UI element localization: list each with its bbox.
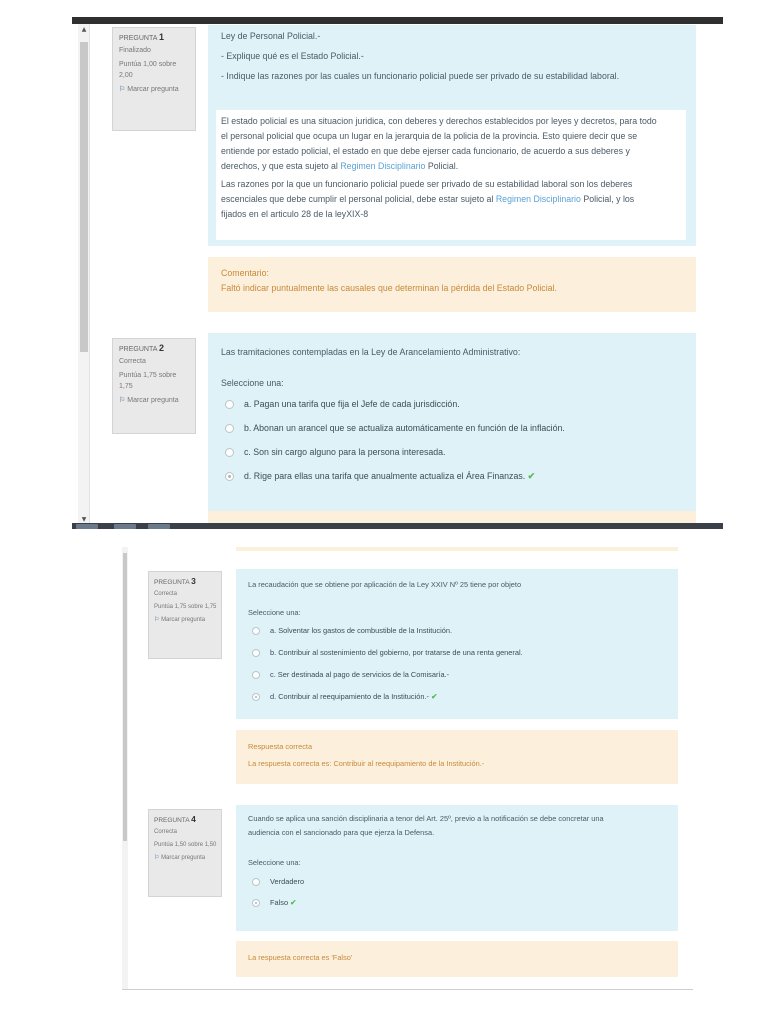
check-icon: ✔ bbox=[431, 692, 438, 701]
radio-icon[interactable] bbox=[252, 878, 260, 886]
question-label: PREGUNTA 3 bbox=[154, 576, 196, 586]
taskbar-button[interactable] bbox=[114, 524, 136, 529]
question-state: Correcta bbox=[119, 358, 146, 365]
feedback-title: Respuesta correcta bbox=[248, 742, 313, 751]
question-2-feedback-partial bbox=[208, 511, 696, 523]
question-1-info bbox=[112, 27, 196, 131]
flag-icon: ⚐ bbox=[154, 617, 160, 623]
essay-answer bbox=[216, 110, 686, 240]
radio-icon[interactable] bbox=[225, 400, 234, 409]
answer-line: fijados en el articulo 28 de la leyXIX-8 bbox=[221, 209, 369, 219]
select-one-label: Seleccione una: bbox=[221, 378, 284, 388]
answer-option-b[interactable]: b. Contribuir al sostenimiento del gobierno, por tratarse de una renta general. bbox=[252, 648, 523, 657]
flag-question-button[interactable]: ⚐ Marcar pregunta bbox=[154, 855, 206, 861]
scroll-down-icon[interactable]: ▼ bbox=[81, 516, 87, 523]
quiz-review-screenshot-bottom bbox=[122, 547, 693, 991]
question-1-content bbox=[208, 25, 696, 246]
answer-option-d[interactable]: d. Contribuir al reequipamiento de la Institución.- ✔ bbox=[252, 692, 437, 701]
answer-option-true[interactable]: Verdadero bbox=[252, 877, 304, 886]
question-prompt-line: Ley de Personal Policial.- bbox=[221, 31, 321, 41]
question-label: PREGUNTA 2 bbox=[119, 343, 164, 353]
question-state: Correcta bbox=[154, 591, 178, 597]
question-number: 2 bbox=[158, 343, 164, 353]
question-prompt-line: - Indique las razones por las cuales un funcionario policial puede ser privado de su estabilidad laboral. bbox=[221, 71, 620, 81]
answer-option-a[interactable]: a. Pagan una tarifa que fija el Jefe de cada jurisdicción. bbox=[225, 399, 460, 409]
radio-icon[interactable] bbox=[252, 671, 260, 679]
previous-feedback-partial bbox=[236, 547, 678, 551]
answer-option-a[interactable]: a. Solventar los gastos de combustible de la Institución. bbox=[252, 626, 452, 635]
answer-option-b[interactable]: b. Abonan un arancel que se actualiza automáticamente en función de la inflación. bbox=[225, 423, 565, 433]
answer-option-false[interactable]: Falso ✔ bbox=[252, 898, 296, 907]
question-3-info bbox=[148, 571, 222, 659]
scrollbar-thumb[interactable] bbox=[80, 42, 88, 352]
question-label: PREGUNTA 1 bbox=[119, 32, 164, 42]
radio-icon[interactable] bbox=[252, 899, 260, 907]
question-prompt-line: - Explique qué es el Estado Policial.- bbox=[221, 51, 364, 61]
answer-line: escenciales que debe cumplir el personal policial, debe estar sujeto al Regimen Disciplinario Policial, y los bbox=[221, 194, 635, 204]
question-prompt-line: Cuando se aplica una sanción disciplinaria a tenor del Art. 25º, previo a la notificación se debe concretar una bbox=[248, 814, 604, 823]
check-icon: ✔ bbox=[527, 471, 536, 481]
answer-option-c[interactable]: c. Son sin cargo alguno para la persona interesada. bbox=[225, 447, 445, 457]
question-prompt-line: audiencia con el sancionado para que ejerza la Defensa. bbox=[248, 828, 435, 837]
question-number: 1 bbox=[158, 32, 164, 42]
scroll-up-icon[interactable]: ▲ bbox=[81, 26, 87, 33]
radio-icon[interactable] bbox=[225, 424, 234, 433]
answer-line: el personal policial que ocupa un lugar en la jerarquia de la policia de la provincia. Esto quiere decir que se bbox=[221, 131, 638, 141]
regimen-disciplinario-link[interactable]: Regimen Disciplinario bbox=[340, 161, 426, 171]
answer-line: El estado policial es una situacion juridica, con deberes y derechos establecidos por leyes y decretos, para todo bbox=[221, 116, 657, 126]
question-2-content bbox=[208, 333, 696, 511]
answer-option-c[interactable]: c. Ser destinada al pago de servicios de la Comisaría.- bbox=[252, 670, 449, 679]
question-state: Correcta bbox=[154, 829, 178, 835]
taskbar-button[interactable] bbox=[76, 524, 98, 529]
quiz-review-screenshot-top bbox=[72, 17, 723, 529]
flag-icon: ⚐ bbox=[154, 855, 160, 861]
select-one-label: Seleccione una: bbox=[248, 608, 301, 617]
bottom-divider bbox=[122, 989, 693, 990]
flag-icon: ⚐ bbox=[119, 397, 126, 404]
flag-question-button[interactable]: ⚐ Marcar pregunta bbox=[119, 86, 179, 93]
question-grade: Puntúa 1,50 sobre 1,50 bbox=[154, 842, 217, 848]
select-one-label: Seleccione una: bbox=[248, 858, 301, 867]
question-4-feedback bbox=[236, 941, 678, 977]
question-number: 4 bbox=[191, 814, 196, 824]
scrollbar-thumb[interactable] bbox=[123, 553, 127, 841]
answer-line: derechos, y que esta sujeto al Regimen Disciplinario Policial. bbox=[221, 161, 459, 171]
radio-icon[interactable] bbox=[225, 448, 234, 457]
feedback-text: La respuesta correcta es: Contribuir al reequipamiento de la Institución.- bbox=[248, 759, 485, 768]
check-icon: ✔ bbox=[290, 898, 297, 907]
answer-line: Las razones por la que un funcionario policial puede ser privado de su estabilidad laboral son los deberes bbox=[221, 179, 633, 189]
question-grade: Puntúa 1,00 sobre 2,00 bbox=[119, 61, 177, 79]
feedback-text: La respuesta correcta es 'Falso' bbox=[248, 953, 353, 962]
question-4-content bbox=[236, 805, 678, 931]
question-grade: Puntúa 1,75 sobre 1,75 bbox=[119, 372, 177, 390]
question-3-feedback bbox=[236, 730, 678, 784]
comment-title: Comentario: bbox=[221, 268, 269, 278]
window-top-bar bbox=[72, 17, 723, 24]
question-3-content bbox=[236, 569, 678, 719]
radio-icon[interactable] bbox=[252, 649, 260, 657]
taskbar bbox=[72, 523, 723, 529]
vertical-scrollbar[interactable] bbox=[78, 24, 90, 527]
radio-icon[interactable] bbox=[252, 627, 260, 635]
vertical-scrollbar[interactable] bbox=[122, 547, 128, 989]
taskbar-button[interactable] bbox=[148, 524, 170, 529]
question-prompt: Las tramitaciones contempladas en la Ley de Arancelamiento Administrativo: bbox=[221, 347, 521, 357]
flag-question-button[interactable]: ⚐ Marcar pregunta bbox=[119, 397, 179, 404]
question-number: 3 bbox=[191, 576, 196, 586]
radio-icon[interactable] bbox=[252, 693, 260, 701]
question-1-comment bbox=[208, 257, 696, 312]
question-2-info bbox=[112, 338, 196, 434]
question-4-info bbox=[148, 809, 222, 897]
answer-line: entiende por estado policial, el estado en que debe ejerser cada funcionario, de acuerdo a sus deberes y bbox=[221, 146, 630, 156]
question-state: Finalizado bbox=[119, 47, 151, 54]
flag-question-button[interactable]: ⚐ Marcar pregunta bbox=[154, 617, 206, 623]
question-prompt: La recaudación que se obtiene por aplicación de la Ley XXIV Nº 25 tiene por objeto bbox=[248, 580, 522, 589]
answer-option-d[interactable]: d. Rige para ellas una tarifa que anualmente actualiza el Área Finanzas. ✔ bbox=[225, 471, 535, 482]
radio-icon[interactable] bbox=[225, 472, 234, 481]
flag-icon: ⚐ bbox=[119, 86, 126, 93]
question-grade: Puntúa 1,75 sobre 1,75 bbox=[154, 604, 217, 610]
regimen-disciplinario-link[interactable]: Regimen Disciplinario bbox=[495, 194, 581, 204]
comment-text: Faltó indicar puntualmente las causales que determinan la pérdida del Estado Policial. bbox=[221, 283, 557, 293]
question-label: PREGUNTA 4 bbox=[154, 814, 196, 824]
